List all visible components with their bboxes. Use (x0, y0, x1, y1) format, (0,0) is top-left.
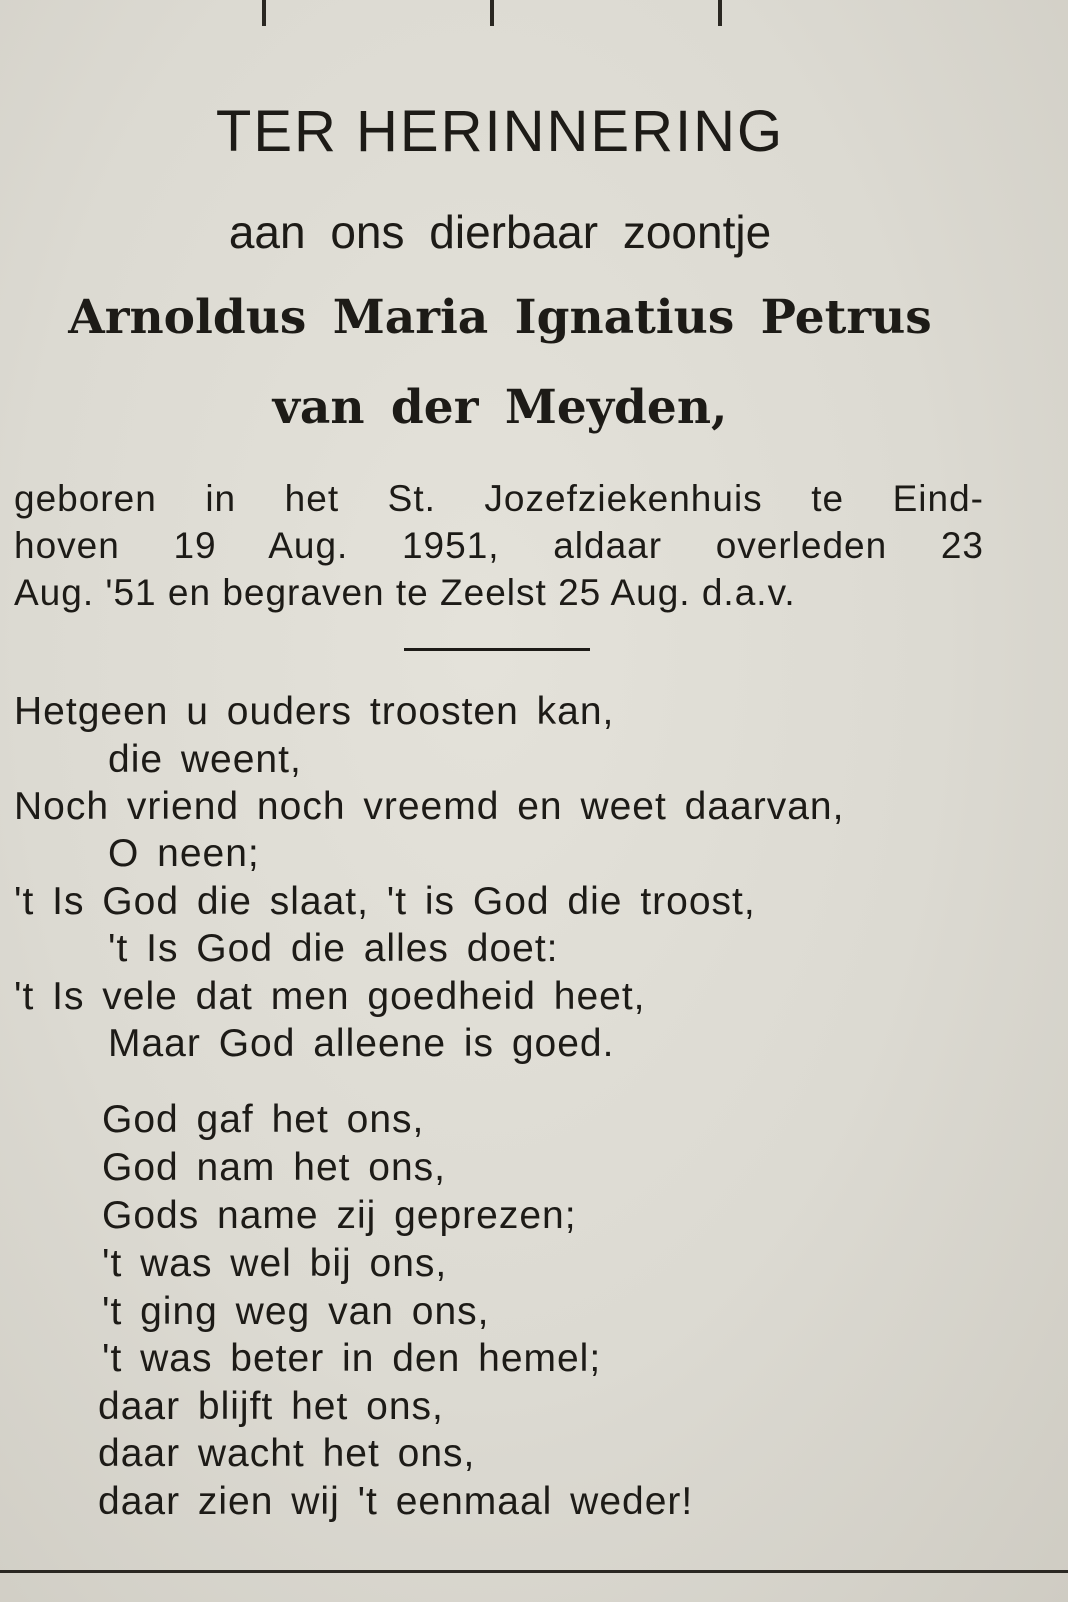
poem-line: 't Is God die alles doet: (108, 927, 559, 970)
poem-line: Noch vriend noch vreemd en weet daarvan, (14, 785, 845, 828)
divider-rule (404, 648, 590, 651)
poem-line: daar zien wij 't eenmaal weder! (98, 1480, 694, 1523)
poem-line: God gaf het ons, (102, 1098, 425, 1141)
poem-line: God nam het ons, (102, 1146, 447, 1189)
top-mark-center (490, 0, 494, 26)
poem-line: die weent, (108, 738, 302, 781)
poem-line: Hetgeen u ouders troosten kan, (14, 690, 615, 733)
poem-line: 't was beter in den hemel; (102, 1337, 602, 1380)
poem-line: daar blijft het ons, (98, 1385, 444, 1428)
poem-line: 't Is God die slaat, 't is God die troost, (14, 880, 756, 923)
top-mark-left (262, 0, 266, 26)
bio-line: geboren in het St. Jozefziekenhuis te Eind- (14, 478, 984, 519)
poem-line: 't was wel bij ons, (102, 1242, 448, 1285)
poem-line: 't Is vele dat men goedheid heet, (14, 975, 646, 1018)
deceased-name-line2: van der Meyden, (272, 380, 728, 435)
bio-line: hoven 19 Aug. 1951, aldaar overleden 23 (14, 525, 984, 566)
poem-line: 't ging weg van ons, (102, 1290, 490, 1333)
card-title: TER HERINNERING (215, 99, 785, 164)
poem-line: O neen; (108, 832, 260, 875)
top-mark-right (718, 0, 722, 26)
poem-line: Gods name zij geprezen; (102, 1194, 577, 1237)
poem-line: Maar God alleene is goed. (108, 1022, 615, 1065)
bottom-rule (0, 1570, 1068, 1573)
deceased-name-line1: Arnoldus Maria Ignatius Petrus (68, 290, 932, 345)
poem-line: daar wacht het ons, (98, 1432, 476, 1475)
bio-line: Aug. '51 en begraven te Zeelst 25 Aug. d.a.v. (14, 572, 796, 613)
card-subtitle: aan ons dierbaar zoontje (228, 206, 772, 258)
